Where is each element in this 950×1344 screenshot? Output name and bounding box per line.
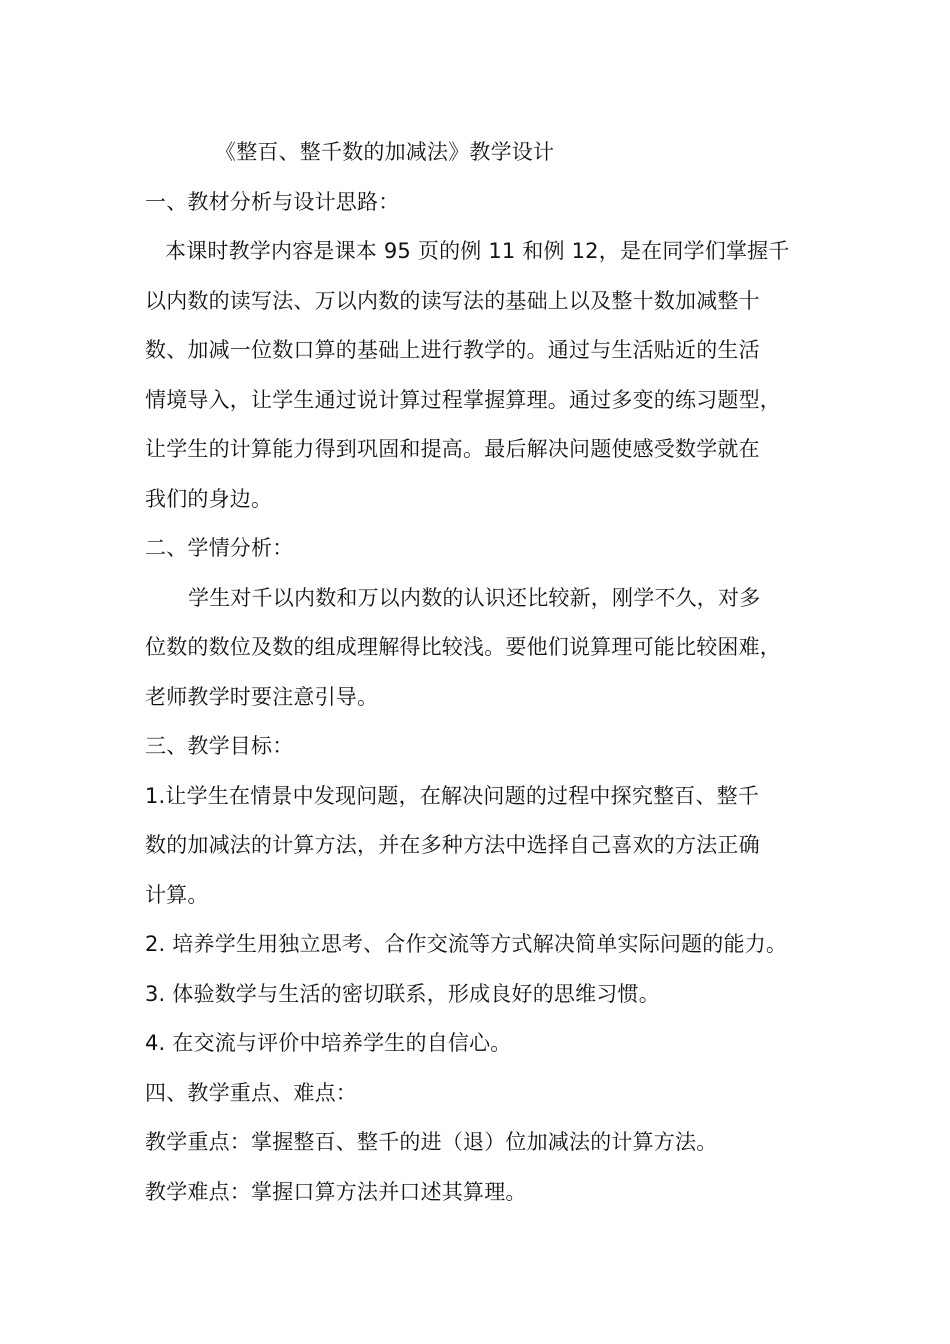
document-title: 《整百、整千数的加减法》教学设计 [215,140,555,164]
list-item: 3. 体验数学与生活的密切联系，形成良好的思维习惯。 [145,982,660,1006]
paragraph-line: 教学重点：掌握整百、整千的进（退）位加减法的计算方法。 [145,1130,718,1154]
list-item: 1.让学生在情景中发现问题，在解决问题的过程中探究整百、整千 [145,784,760,808]
paragraph-line: 情境导入，让学生通过说计算过程掌握算理。通过多变的练习题型， [145,388,781,412]
section-heading-2: 二、学情分析： [145,536,294,560]
paragraph-line: 我们的身边。 [145,487,273,511]
section-heading-3: 三、教学目标： [145,734,294,758]
list-item: 4. 在交流与评价中培养学生的自信心。 [145,1031,512,1055]
list-item: 2. 培养学生用独立思考、合作交流等方式解决简单实际问题的能力。 [145,932,788,956]
paragraph-line: 数、加减一位数口算的基础上进行教学的。通过与生活贴近的生活 [145,338,760,362]
paragraph-line: 以内数的读写法、万以内数的读写法的基础上以及整十数加减整十 [145,289,760,313]
section-heading-4: 四、教学重点、难点： [145,1081,357,1105]
paragraph-line: 教学难点：掌握口算方法并口述其算理。 [145,1180,527,1204]
paragraph-line: 学生对千以内数和万以内数的认识还比较新，刚学不久，对多 [188,586,761,610]
list-item: 计算。 [145,883,209,907]
section-heading-1: 一、教材分析与设计思路： [145,190,400,214]
paragraph-line: 老师教学时要注意引导。 [145,685,379,709]
paragraph-line: 位数的数位及数的组成理解得比较浅。要他们说算理可能比较困难， [145,635,781,659]
paragraph-line: 让学生的计算能力得到巩固和提高。最后解决问题使感受数学就在 [145,437,760,461]
list-item: 数的加减法的计算方法，并在多种方法中选择自己喜欢的方法正确 [145,833,760,857]
paragraph-line: 本课时教学内容是课本 95 页的例 11 和例 12，是在同学们掌握千 [165,239,790,263]
